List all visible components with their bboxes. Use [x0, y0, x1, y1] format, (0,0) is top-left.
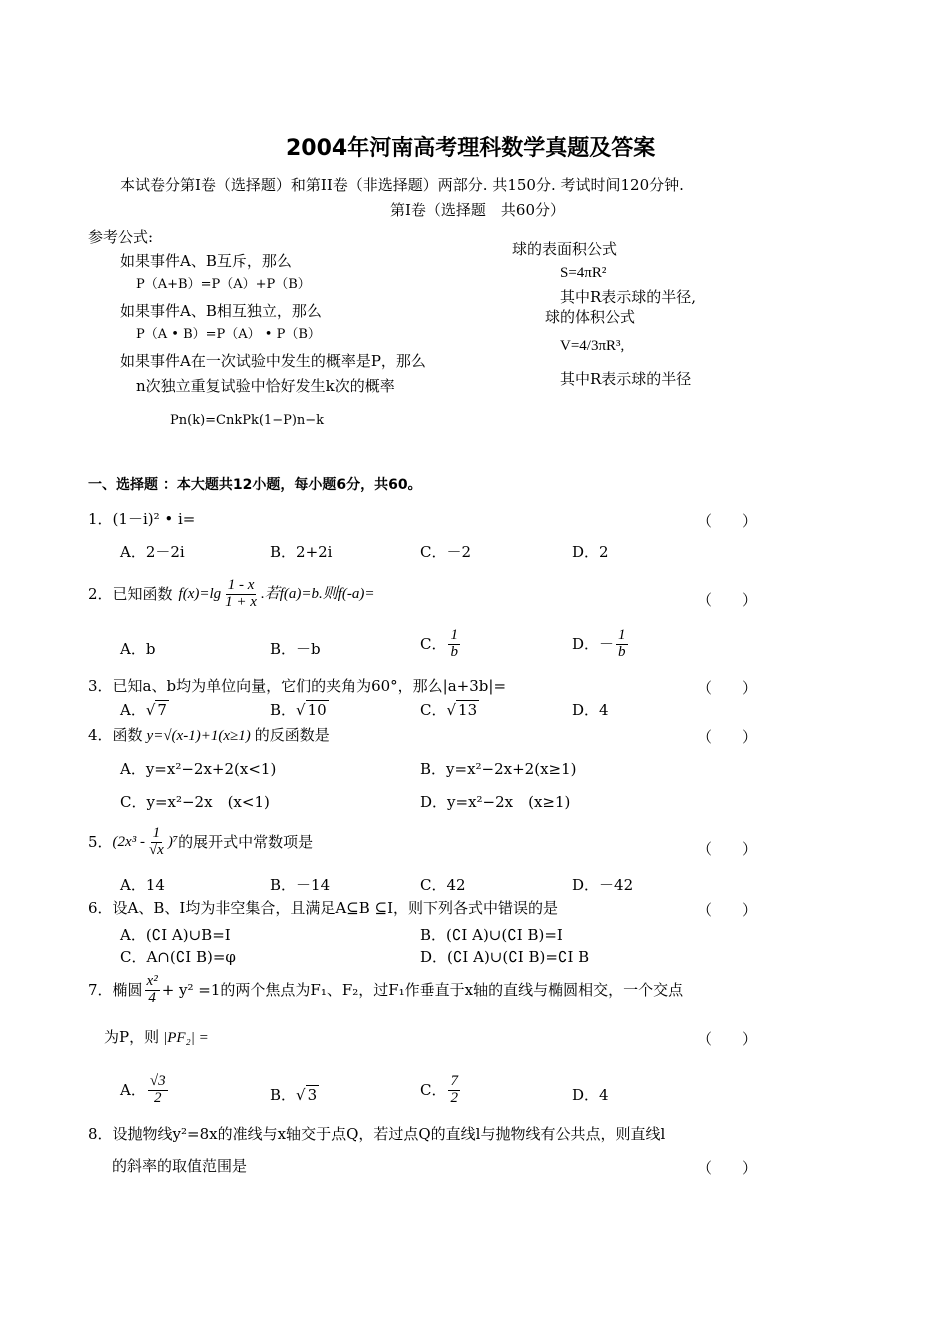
- option-a: A．y=x²−2x+2(x<1): [120, 760, 277, 778]
- question-1: 1．(1－i)² • i=: [88, 510, 196, 528]
- section-heading: 一、选择题 ：本大题共12小题，每小题6分，共60。: [88, 477, 422, 493]
- question-5: 5． (2x³ - $\frac{1}{√x}$ )⁷ 的展开式中常数项是: [88, 825, 314, 858]
- page-title: 2004年河南高考理科数学真题及答案: [286, 136, 656, 161]
- question-8: 8．设抛物线y²=8x的准线与x轴交于点Q，若过点Q的直线l与抛物线有公共点，则直线l: [88, 1125, 666, 1143]
- sphere-formula: 其中R表示球的半径: [560, 370, 692, 388]
- sphere-area: S=4πR²: [560, 265, 607, 281]
- option-d: D．2: [572, 543, 609, 561]
- question-7-cont: 为P，则 |PF₂| =: [104, 1028, 209, 1046]
- formula-line: 如果事件A、B相互独立，那么: [120, 302, 322, 320]
- question-6: 6．设A、B、I均为非空集合，且满足A⊆B ⊆I，则下列各式中错误的是: [88, 899, 559, 917]
- answer-bracket: （ ）: [697, 1030, 758, 1048]
- option-c: C． $\frac{7}{2}$: [420, 1073, 458, 1106]
- option-c: C．√ 13: [420, 701, 478, 719]
- formula-line: P（A • B）=P（A） • P（B）: [136, 327, 321, 342]
- option-a: A．2－2i: [120, 543, 185, 561]
- formula-line: P（A+B）=P（A）+P（B）: [136, 277, 311, 292]
- option-b: B．√ 3: [270, 1086, 318, 1104]
- question-7: 7．椭圆 $\frac{\text{x²}}{4}$ + y² =1的两个焦点为F₁、F₂，过F₁作垂直于x轴的直线与椭圆相交，一个交点: [88, 973, 684, 1006]
- option-b: B．－b: [270, 640, 321, 658]
- sphere-formula: 球的表面积公式: [512, 240, 618, 258]
- option-a: A．b: [120, 640, 156, 658]
- part-heading: 第Ⅰ卷（选择题 共60分）: [390, 201, 566, 219]
- option-b: B．(∁I A)∪(∁I B)=I: [420, 926, 563, 944]
- option-a: A． $\frac{√3}{2}$: [120, 1073, 166, 1106]
- option-c: C．y=x²−2x (x<1): [120, 793, 270, 811]
- formula: .若f(a)=b.则f(-a)=: [260, 586, 375, 603]
- option-c: C．42: [420, 876, 466, 894]
- question-4: 4．函数 y=√(x-1)+1(x≥1) 的反函数是: [88, 726, 330, 744]
- answer-bracket: （ ）: [697, 512, 758, 530]
- option-d: D．－42: [572, 876, 634, 894]
- option-d: D．(∁I A)∪(∁I B)=∁I B: [420, 948, 590, 966]
- sphere-volume: V=4/3πR³,: [560, 338, 625, 354]
- formula: f(x)=lg: [178, 586, 222, 603]
- answer-bracket: （ ）: [697, 1159, 758, 1177]
- option-b: B．2+2i: [270, 543, 333, 561]
- option-d: D．4: [572, 701, 609, 719]
- answer-bracket: （ ）: [697, 591, 758, 609]
- option-c: C．－2: [420, 543, 472, 561]
- option-b: B．y=x²−2x+2(x≥1): [420, 760, 577, 778]
- formula-line: n次独立重复试验中恰好发生k次的概率: [136, 377, 395, 395]
- option-d: D．y=x²−2x (x≥1): [420, 793, 571, 811]
- formula-line: 如果事件A、B互斥，那么: [120, 252, 292, 270]
- option-a: A．√ 7: [120, 701, 167, 719]
- question-8-cont: 的斜率的取值范围是: [112, 1157, 248, 1175]
- option-b: B．√ 10: [270, 701, 327, 719]
- question-2: [88, 578, 375, 611]
- formula-line: 如果事件A在一次试验中发生的概率是P，那么: [120, 352, 426, 370]
- sphere-formula: 球的体积公式: [545, 308, 636, 326]
- formula-heading: 参考公式:: [88, 228, 154, 246]
- option-c: C． $\frac{1}{b}$: [420, 627, 458, 660]
- answer-bracket: （ ）: [697, 728, 758, 746]
- option-a: A．14: [120, 876, 165, 894]
- option-d: D．－ $\frac{1}{b}$: [572, 627, 626, 660]
- answer-bracket: （ ）: [697, 901, 758, 919]
- question-3: 3．已知a、b均为单位向量，它们的夹角为60°，那么|a+3b|=: [88, 677, 507, 695]
- option-d: D．4: [572, 1086, 609, 1104]
- sphere-formula: 其中R表示球的半径,: [560, 288, 697, 306]
- answer-bracket: （ ）: [697, 679, 758, 697]
- option-c: C．A∩(∁I B)=φ: [120, 948, 236, 966]
- fraction: $\frac{1 - x}{1 + x}$: [225, 577, 257, 610]
- option-a: A．(∁I A)∪B=I: [120, 926, 231, 944]
- intro-text: 本试卷分第Ⅰ卷（选择题）和第II卷（非选择题）两部分. 共150分. 考试时间120分钟.: [120, 176, 684, 194]
- option-b: B．－14: [270, 876, 331, 894]
- question-text: 2．已知函数: [88, 585, 173, 604]
- answer-bracket: （ ）: [697, 840, 758, 858]
- binomial-formula: Pn(k)=CnkPk(1−P)n−k: [170, 413, 325, 428]
